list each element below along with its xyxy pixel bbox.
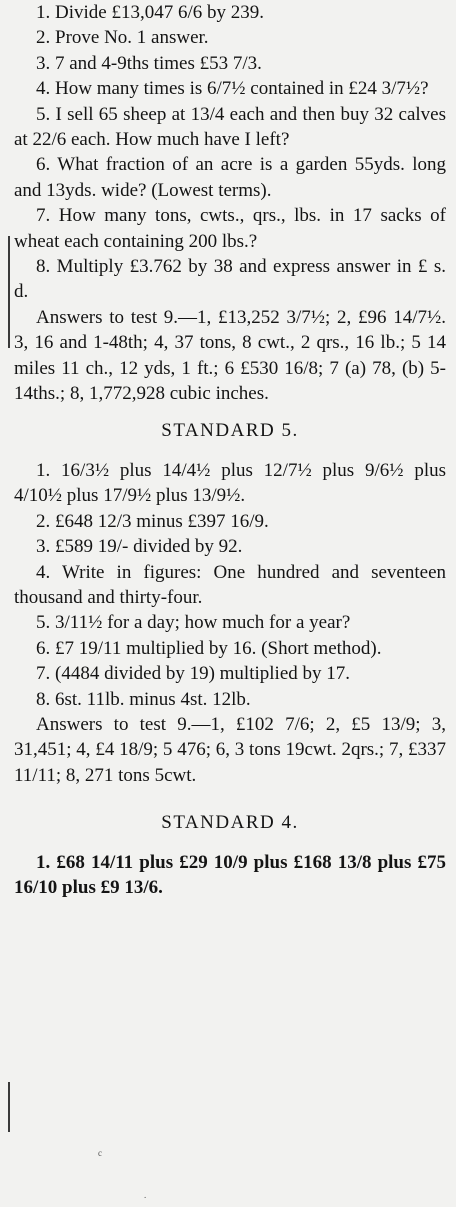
question-item: 1. £68 14/11 plus £29 10/9 plus £168 13/8 plus £75 16/10 plus £9 13/6. [14,851,446,898]
answers-paragraph: Answers to test 9.—1, £102 7/6; 2, £5 13/9; 3, 31,451; 4, £4 18/9; 5 476; 6, 3 tons 19cwt. 2qrs.; 7, £337 11/11; 8, 271 tons 5cwt. [14,713,446,786]
question-item: 1. Divide £13,047 6/6 by 239. [36,2,264,23]
newspaper-column [14,0,446,900]
question-item: 8. 6st. 11lb. minus 4st. 12lb. [36,688,251,710]
question-item: 4. How many times is 6/7½ contained in £24 3/7½? [36,78,429,100]
print-speck: . [144,1190,147,1200]
test9-section [14,0,446,407]
standard4-section [14,850,446,901]
question-item: 7. (4484 divided by 19) multiplied by 17. [36,663,351,685]
answers-paragraph: Answers to test 9.—1, £13,252 3/7½; 2, £96 14/7½. 3, 16 and 1-48th; 4, 37 tons, 8 cwt., 2 qrs., 16 lb.; 5 14 miles 11 ch., 12 yds, 1 ft.; 6 £530 16/8; 7 (a) 78, (b) 5-14ths.; 8, 1,772,928 cubic inches. [14,306,446,405]
question-item: 6. £7 19/11 multiplied by 16. (Short method). [36,637,382,659]
question-item: 8. Multiply £3.762 by 38 and express answer in £ s. d. [14,256,446,303]
question-item: 4. Write in figures: One hundred and seventeen thousand and thirty-four. [14,561,446,608]
question-item: 1. 16/3½ plus 14/4½ plus 12/7½ plus 9/6½ plus 4/10½ plus 17/9½ plus 13/9½. [14,459,446,507]
question-item: 2. Prove No. 1 answer. [36,27,209,49]
section-heading: STANDARD 5. [161,419,299,441]
question-item: 7. How many tons, cwts., qrs., lbs. in 17 sacks of wheat each containing 200 lbs.? [14,205,446,252]
question-item: 3. £589 19/- divided by 92. [36,536,243,558]
question-item: 3. 7 and 4-9ths times £53 7/3. [36,52,262,74]
left-column-rule-lower [8,1082,10,1132]
question-item: 2. £648 12/3 minus £397 16/9. [36,510,269,532]
print-speck: c [98,1148,102,1158]
question-item: 6. What fraction of an acre is a garden 55yds. long and 13yds. wide? (Lowest terms). [14,154,446,201]
question-item: 5. 3/11½ for a day; how much for a year? [36,612,351,634]
left-column-rule [8,236,10,348]
standard5-section [14,458,446,788]
question-item: 5. I sell 65 sheep at 13/4 each and then buy 32 calves at 22/6 each. How much have I left? [14,103,446,151]
section-heading: STANDARD 4. [161,812,299,834]
